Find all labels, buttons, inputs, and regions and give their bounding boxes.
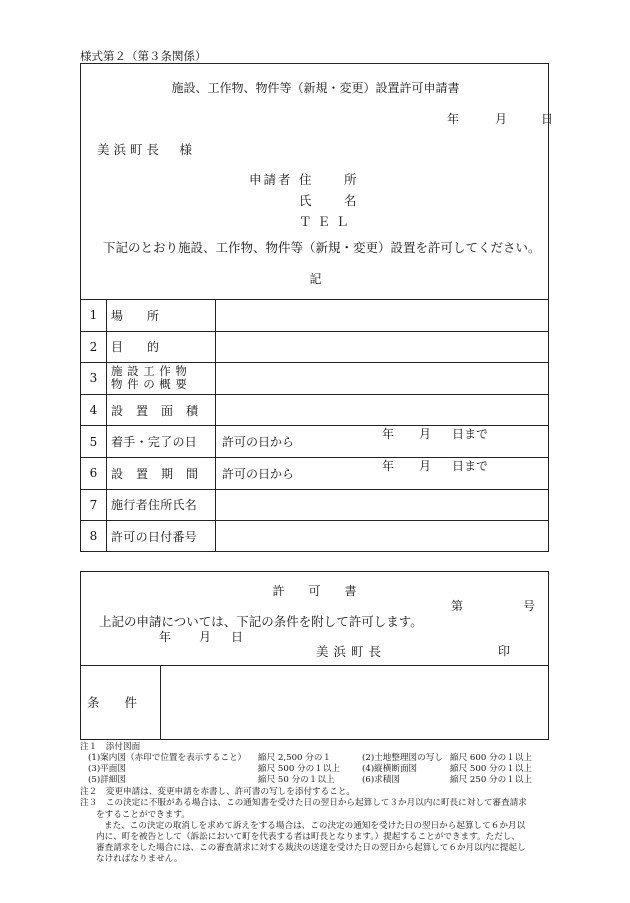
table-row — [81, 426, 548, 458]
drawing-scale: 縮尺 50 分の１以上 — [258, 775, 335, 786]
row-label: 場 所 — [111, 308, 160, 323]
row-value-field[interactable] — [216, 394, 549, 426]
drawing-name: (5)詳細図 — [88, 775, 126, 786]
seal-mark: 印 — [498, 644, 511, 658]
row-number: 4 — [81, 394, 107, 426]
permit-dai: 第 — [451, 599, 464, 613]
row-label-line1: 施設工作物 — [111, 364, 192, 379]
until-month: 月 — [419, 458, 432, 473]
note-3-line: 注３ この決定に不服がある場合は、この通知書を受けた日の翌日から起算して３か月以内に町長に対して審査請求 — [80, 798, 527, 809]
condition-field[interactable] — [161, 666, 547, 739]
until-day: 日まで — [452, 427, 489, 442]
application-title: 施設、工作物、物件等（新規・変更）設置許可申請書 — [171, 81, 460, 95]
until-month: 月 — [419, 427, 432, 442]
row-label: 設置面積 — [111, 403, 212, 418]
drawing-scale: 縮尺 2,500 分の１ — [258, 753, 332, 764]
permit-title: 許 可 書 — [272, 584, 357, 598]
note-3-line: 審査請求をした場合には、この審査請求に対する裁決の送達を受けた日の翌日から起算して６か月以内に提起し — [96, 843, 526, 854]
drawing-scale: 縮尺 500 分の１以上 — [450, 764, 533, 775]
row-label: 許可の日付番号 — [111, 529, 198, 544]
table-row — [81, 363, 548, 395]
permit-box — [80, 571, 549, 740]
note-3-line: また、この決定の取消しを求めて訴えをする場合は、この決定の通知を受けた日の翌日から起算して６か月以 — [104, 820, 526, 831]
drawing-scale: 縮尺 600 分の１以上 — [450, 753, 533, 764]
note-1: 注１ 添付図面 — [80, 742, 141, 752]
form-number-label: 様式第２（第３条関係） — [80, 49, 207, 63]
items-table — [81, 299, 548, 552]
note-3-line: をすることができます。 — [96, 809, 190, 820]
notes-section — [80, 742, 550, 866]
row-number: 7 — [81, 489, 107, 521]
drawings-list — [80, 753, 550, 787]
row-label: 着手・完了の日 — [111, 435, 198, 450]
row-value-field[interactable] — [216, 331, 549, 363]
row-number: 6 — [81, 457, 107, 489]
permit-header — [81, 572, 548, 666]
tel-label: ＴＥＬ — [299, 214, 355, 229]
row-label: 設置期間 — [111, 466, 212, 481]
table-row — [81, 489, 548, 521]
applicant-label: 申請者 — [249, 172, 293, 187]
date-day: 日 — [541, 112, 554, 126]
date-month: 月 — [495, 112, 508, 126]
row-label-line2: 物件の概要 — [111, 377, 192, 392]
note-3-line: なければなりません。 — [96, 854, 183, 865]
table-row — [81, 394, 548, 426]
drawing-name: (4)縦横断面図 — [362, 764, 418, 775]
from-permit-text: 許可の日から — [222, 466, 295, 481]
row-number: 5 — [81, 426, 107, 458]
permit-year: 年 — [159, 630, 172, 644]
row-number: 8 — [81, 521, 107, 552]
note-2: 注２ 変更申請は、変更申請を赤書し、許可書の写しを添付すること。 — [80, 787, 356, 798]
permit-month: 月 — [199, 630, 212, 644]
application-body: 下記のとおり施設、工作物、物件等（新規・変更）設置を許可してください。 — [103, 240, 541, 255]
drawing-scale: 縮尺 250 分の１以上 — [450, 775, 533, 786]
addressee: 美浜町長 様 — [97, 142, 197, 157]
row-label: 目 的 — [111, 340, 160, 355]
row-value-field[interactable] — [216, 489, 549, 521]
date-year: 年 — [447, 112, 460, 126]
application-date — [447, 110, 553, 127]
row-label: 施行者住所氏名 — [111, 498, 198, 513]
permit-mayor: 美浜町長 — [316, 644, 387, 659]
drawing-name: (3)平面図 — [88, 764, 126, 775]
note-3-line: 内に、町を被告として（訴訟において町を代表する者は町長となります。）提起することができます。ただし、 — [96, 832, 521, 843]
drawing-name: (1)案内図（赤印で位置を表示すること） — [88, 753, 247, 764]
table-row — [81, 331, 548, 363]
drawing-scale: 縮尺 500 分の１以上 — [258, 764, 341, 775]
row-value-field[interactable] — [216, 521, 549, 552]
condition-label: 条 件 — [87, 695, 138, 710]
name-label: 氏 名 — [299, 193, 367, 208]
application-box — [80, 63, 554, 552]
row-value — [222, 427, 548, 450]
table-row — [81, 457, 548, 489]
ki-label: 記 — [309, 272, 322, 286]
from-permit-text: 許可の日から — [222, 435, 295, 450]
until-year: 年 — [382, 458, 395, 473]
until-day: 日まで — [452, 458, 489, 473]
row-value — [222, 458, 548, 482]
permit-go: 号 — [523, 599, 536, 613]
drawing-name: (2)土地整理図の写し — [362, 753, 443, 764]
row-value-field[interactable] — [216, 300, 549, 332]
address-label: 住 所 — [299, 172, 367, 187]
permit-body: 上記の申請については、下記の条件を附して許可します。 — [99, 614, 423, 629]
row-number: 1 — [81, 300, 107, 332]
row-value-field[interactable] — [216, 363, 549, 395]
until-year: 年 — [382, 427, 395, 442]
row-number: 3 — [81, 363, 107, 395]
row-number: 2 — [81, 331, 107, 363]
table-row — [81, 521, 548, 552]
drawing-name: (6)求積図 — [362, 775, 400, 786]
permit-day: 日 — [231, 630, 244, 644]
table-row — [81, 300, 548, 332]
